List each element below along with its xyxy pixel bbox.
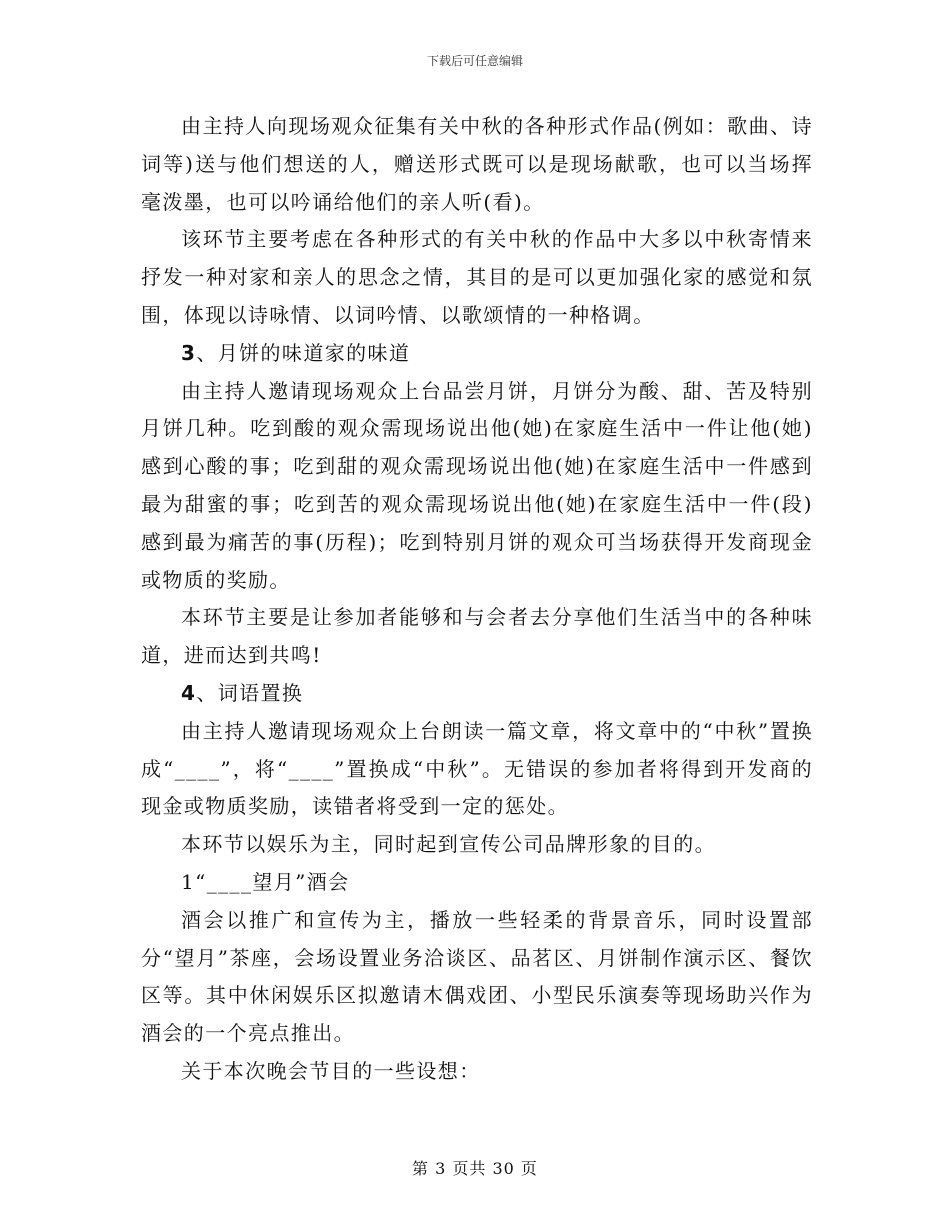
section-heading-mooncake: [141, 335, 813, 373]
document-body: [141, 108, 813, 1091]
paragraph-word-swap-purpose: 本环节以娱乐为主，同时起到宣传公司品牌形象的目的。: [181, 832, 716, 857]
section-heading-word-swap: [141, 675, 813, 713]
section-title: 、月饼的味道家的味道: [196, 340, 411, 365]
paragraph-mooncake-tasting: 由主持人邀请现场观众上台品尝月饼，月饼分为酸、甜、苦及特别月饼几种。吃到酸的观众需现场说出他(她)在家庭生活中一件让他(她)感到心酸的事；吃到甜的观众需现场说出他(她)在家庭生活中一件感到最为甜蜜的事；吃到苦的观众需现场说出他(她)在家庭生活中一件(段)感到最为痛苦的事(历程)；吃到特别月饼的观众可当场获得开发商现金或物质的奖励。: [141, 378, 813, 592]
paragraph-cocktail: 酒会以推广和宣传为主，播放一些轻柔的背景音乐，同时设置部分“望月”茶座，会场设置业务洽谈区、品茗区、月饼制作演示区、餐饮区等。其中休闲娱乐区拟邀请木偶戏团、小型民乐演奏等现场助兴作为酒会的一个亮点推出。: [141, 907, 813, 1046]
paragraph-collect-works: 由主持人向现场观众征集有关中秋的各种形式作品(例如：歌曲、诗词等)送与他们想送的人，赠送形式既可以是现场献歌，也可以当场挥毫泼墨，也可以吟诵给他们的亲人听(看)。: [141, 114, 813, 214]
paragraph-segment-purpose: 该环节主要考虑在各种形式的有关中秋的作品中大多以中秋寄情来抒发一种对家和亲人的思念之情，其目的是可以更加强化家的感觉和氛围，体现以诗咏情、以词吟情、以歌颂情的一种格调。: [141, 227, 813, 327]
page-header: 下载后可任意编辑: [426, 54, 523, 68]
paragraph-program-ideas: 关于本次晚会节目的一些设想：: [181, 1058, 481, 1083]
section-number: 3: [181, 340, 197, 365]
paragraph-word-swap: 由主持人邀请现场观众上台朗读一篇文章，将文章中的“中秋”置换成“____”，将“____”置换成“中秋”。无错误的参加者将得到开发商的现金或物质奖励，读错者将受到一定的惩处。: [141, 718, 813, 819]
section-number: 4: [181, 680, 197, 705]
paragraph-mooncake-purpose: 本环节主要是让参加者能够和与会者去分享他们生活当中的各种味道，进而达到共鸣!: [141, 605, 813, 668]
section-title: 、词语置换: [196, 680, 304, 705]
section-heading-cocktail: 1“____望月”酒会: [181, 869, 350, 894]
page-footer: 第 3 页共 30 页: [412, 1159, 538, 1178]
